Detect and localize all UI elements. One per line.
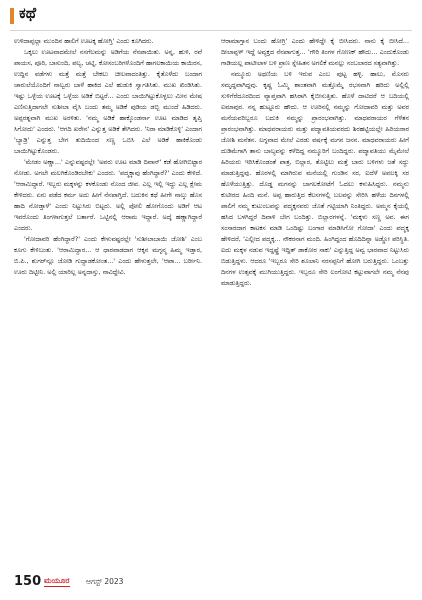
section-title: ಕಥೆ [19,4,37,22]
page-header [10,2,412,28]
issue-date: ಆಗಸ್ಟ್ 2023 [86,577,124,586]
paragraph: 'ಮೇಡಂ ಅಣ್ಣಾ...' ಎನ್ನುವಷ್ಟರಲ್ಲೇ 'ಅವರು ಊಟ ಮಾಡಿ ದಿವಾನ್' ಕಡೆ ಹೋಗಿಬಿಟ್ಟಾರ ನೋಡು. ಅಗಲೇ ಮಲಗಿಕೊಂಡಿರಬೇಕು' ಎಂದರು. 'ಪದ್ಮಕ್ಕಾವು ಹೆಂಗಿದ್ದಾರೆ?' ಎಂದು ಕೇಳಿದೆ. 'ಆರಾಮಿದ್ದಾರೆ. ಇಬ್ಬರು ಮಕ್ಕಳನ್ನು ಕಳಕೊಂಡು ನೊಂದ ಜೀವ. ಎಲ್ಲ ಇಲ್ಲಿ ಇದ್ದು ಎಲ್ಲ ಕ್ಷೇಮ ಕೇಳಿದರು. ಏನು ಪಡೆದ ಕರ್ಮ ಅದು ಹೀಗೆ ನೆನಪಾಗ್ತಿದೆ. ಬದುಕಿನ ಕಥೆ ಹೀಗೇ ನಾಲ್ಕು ಹೊಸ ಹಾದಿ ನೋಡ್ತಾಳೆ' ಎಂದು ನಿಟ್ಟುಸಿರು ಬಿಟ್ಟರು. ಅಲ್ಲಿ ಪೋಲಿ ಹೋಗೊಂದು ಅಡಿಗೆ ಆಟ ಇವರೊಂದು ತಿಂಗಳಾಗುತ್ತಲೆ ಬರ್ತಾರೆ. ಒಟ್ಟಿನಲ್ಲಿ ಆರಾಮ ಇದ್ದಾರೆ. ಅದ್ಕೆ ಹಣ್ಣಾಗಿದ್ದಾರೆ ಎಂದರು. [14,158,202,232]
paragraph: ಒಕ್ಕಲು ಊಟವಾದಮೇಲೆ ನಸಗೆಲಮನ್ನು ಅಡಿಗೆಯ ನೆನಪಾಯಿತು. ಅನ್ನ, ಹುಳಿ, ರವೆ ಪಾಯಸ, ಪೂರಿ, ಬಾಸುಂದಿ, ಪಲ್ಯ, ಚಟ್ನಿ, ಕೋಸಂಬರಿಗಳೊಂದಿಗೆ ಹಾಗಲಕಾಯಿಯ ಕಾಯಿರಸ, ಉದ್ದಿನ ವಡೆಗಳು ಮತ್ತೆ ಮತ್ತೆ ಬೇಕಲು ಚೀಲವಾದಂತಿತ್ತು. ಕೈತೊಳೆದು ಬಂದಾಗ ಚಾರುಲೆಯೊಂದಿಗೆ ನಾಲ್ವರು ಬಾಳೆ ಹಾಕಿದ ಎಲೆ ಹುಡುಕಿ ಸ್ವಾಗತಿಸಿತು. ಮುಖ ಖಿಂಡಿಸಿತು. ಇಷ್ಟು ಒಳ್ಳೆಯ ಊಟಕ್ಕೆ ಒಳ್ಳೆಯ ಅಡಿಕೆ ಬಿಟ್ಟರೆ... ಎಂದು ಬಾಯಿಗಿಟ್ಟುಕೊಳ್ಳಲು ಮೀನ ಮೇಷ ಎಣಿಸುತ್ತಿದಾಗಲೇ ಸುಶೀಲಾ ವೈಸಿ ಬಂದು ತಮ್ಮ ಅಡಿಕೆ ಪುಡಿಯ ಡಬ್ಬಿ ಮುಂದೆ ಹಿಡಿದರು. ಅಪ್ಪರತ್ನವಾಗಿ ಮುಖ ಅರಳಿತು. 'ನಮ್ಮ ಅಡಿಕೆ ಹಾಕ್ಕೊಂಡರ್ನಾ ಊಟ ಮಾಡಿದ ತೃಪ್ತಿ ಸಿಗೋದು' ಎಂದರು. 'ಆಗದಿ ಖರೇನ' ಎನ್ನುತ್ತ ಅಡಿಕೆ ತೇಗಿದರು. 'ನಿರಾ ಮಾಡಿಕೊಳ್ಳಿ' ಎಂದಾಗ 'ಬ್ಯಾಡ್ರಿ' ಎನ್ನುತ್ತ ಬೇಗ ತುದಿಯಿಂದ ಸಣ್ಣ ಒಬಿಸಿ ಎಲೆ ಅಡಿಕೆ ಹಾಕಿಕೊಂಡು ಬಾಯಿಗಿಟ್ಟುಕೊಂಡರು. [14,48,202,155]
header-divider [10,30,412,31]
paragraph: 'ಗೋದಾವರಿ ಹೆಂಗಿದ್ದಾರೆ?' ಎಂದು ಕೇಳುವಷ್ಟರಲ್ಲೇ 'ಸುಶೀಲಾಬಾಯಿ ಜೋಶಿ' ಎಂಬ ಕೂಗು ಕೇಳಿಬಂತು. 'ಆರಾಮಿದ್ದಾರ... ಆ ಧಾರವಾಡದಾಗ ಆಕ್ಕನ ಮಗ್ಳನ್ಮ ಹಿಮ್ಮ ಇಡ್ತಾರ, ಬಿ.ಪಿ., ಶುಗರ್‌ನ್ಲೂ ಜೋಡಿ ಗುದ್ದಾಡಕೋಂತ...' ಎಂದು ಹೇಳುತ್ತಲೇ, 'ಆಪಾ... ಬರ್ರೀನಿ. ಊರು ದಿಟ್ಟೀನಿ. ಅಲ್ಲಿ ಯಾರಿಲ್ಲ ಅನ್ನದಾಸ್ತು, ನಾವಿದ್ದೇವಿ. [14,235,202,276]
section-accent-bar [10,8,14,24]
left-text-column [14,36,202,576]
right-text-column [221,36,409,576]
paragraph: ನಮ್ಮೂರು ಅಥಣಿಯ ಬಳಿ ಇರುವ ಎಂಬ ಪುಟ್ಟ ಹಳ್ಳಿ. ಹಾಲು, ಮೊಸರು ಸಮೃದ್ಧವಾಗಿದ್ದವು. ಕೃಷ್ಣ ಓಮ್ಮಿ ಶಾಂತವಾಗಿ ಮತ್ತೊಮ್ಮೆ ರಭಸವಾಗಿ ಹರಿದು ಅಲ್ಲಿಲ್ಲಿ ಸುಳಿಗೆರೆದೂರದಿಂದ ವ್ಯಾಪ್ತವಾಗಿ ಹಸಿರಾಗಿ ಕೈಬೀಸುತ್ತಿತು. ಹೊಳೆ ದಾಟಿದರೆ ಆ ಬದಿಯಲ್ಲಿ ಐಮಾಪುರ. ನನ್ನ ಹುಟ್ಟೂರು ಹೌದು. ಆ ಊರಿನಲ್ಲಿ ನಮ್ಮನ್ನು ಗೋದಾವರಿ ಮತ್ತು ಅವರ ಮನೆಯವರಿಬ್ಬರೂ ಬದುಕಿ ನಮ್ಮನ್ನು ಪ್ರಾರಂಭವಾಗಿತ್ತು. ಮಾಧವರಾಯರ ಗೆಳೆತನ ಪ್ರಾರಂಭವಾಗಿತ್ತು. ಮಾಧವರಾಯರು ಮತ್ತು ಪದ್ಮಾವತಿಯವರದು ಶಿರಹಟ್ಟಿಯಲ್ಲೇ ಹಿರಿಯರಾರ ಜೋಶಿ ಮನೆತನ. ಲಗ್ನವಾದ ಮೇಲೆ ಎರಡು ವರ್ಷಕ್ಕೆ ಮಗನ ಜನನ. ಮಾಧವರಾಯರು ಹೀಗೆ ದುಡಿಮೆಗಾಗಿ ತಾನು ಬಾಲ್ಯವನ್ನು ಕಳೆದಿದ್ದ ನಮ್ಮೂರಿಗೆ ಬಂದಿದ್ದರು. ಪದ್ಮಾವತಿಯು ಮೈಮೇಲೆ ಹಿರಿಯರು ಇರಿಸಿಕೊಂಡಂತೆ ಪಾತ್ರ, ಬಿಲ್ಲಾರ, ತೊಟ್ಟಿಲು ಮತ್ತೆ ಬಾರು ಬಳಿಗಳು ಜತೆ ಸದ್ದು ಮಾಡುತ್ತಿದ್ದವು. ಹೊರಳಲ್ಲಿ ಮಾಗಿರುವ ಮನೆಯಲ್ಲಿ ಗುಂಡಿನ ಸರ, ಐದೆಳೆ ಅವಲಕ್ಕಿ ಸರ ಹೊಳೆಯುತ್ತಿತ್ತು. ದೊಡ್ಡ ಮಗನನ್ನು ಬಾಗಲಕೋಟೆಗೆ ಓದಲು ಕಳುಹಿಸಿದ್ದರು. ನಮ್ಮನು ಕುಟೀರದ ಹಿಂದಿ ಮನೆ. ಅಪ್ಪ ಹಾರುತ್ತಿದ ಕೆಲಸಗಳಲ್ಲಿ ಬಲವನ್ನು ಸೇರಿಸಿ ಹಳೆಯ ದಿನಗಳಲ್ಲಿ ಪಾಲಿಗೆ ನಮ್ಮ ಕುಟುಂಬವನ್ನು ಪದ್ಮಕ್ಕನವರು ಜೊತೆ ಗಟ್ಟಿಯಾಗಿ ನಿಂತಿದ್ದರು. ಅಮ್ಮನ ಕೈಯಲ್ಲಿ ಹಸಿದ ಬಳಗಿದ್ದರೆ ದಿವಾಳಿ ಬೇಗ ಬಂದಿತ್ತು. ಬಿಲ್ಲಾರಗಳನ್ನೆ. 'ಮಕ್ಕಳು ಸಣ್ಣ ಅವ. ಈಗ ಸಂಸಾರದಾಗ ಕಾಟಕಸ ಮಾಡಿ ಒಂದಿಷ್ಟು ಬಂಗಾರ ಮಾಡಿಸಿಗೋ ಗೋದಾ' ಎಂದು ಪದ್ಮಕ್ಕ ಹೇಳಿದರೆ, 'ಎಲ್ಲೀದ ಪದ್ಮಕ್ಕ... ನೌಕರನಾಗ ಮಂದಿ. ಹಿಂಗಿದ್ದಂದ ಹೊದಿದಿನ್ನಾ ಅಡ್ಡೋ ಪರಿಸ್ಥಿತಿ. ಐದು ಮಕ್ಕಳ ನಡುವ ಇದ್ದಷ್ಟ್ರೆ ಇದ್ದಿತ್ ಡಾಕೋರ ಸಾಕು' ಎನ್ನುತ್ತಿದ್ದ ಅವ್ವ ಭಾರವಾದ ನಿಟ್ಟುಸಿರು ಬಿಡುತ್ತಿದ್ದಳು. ಆದರೂ 'ಇಬ್ಬರೂ ಸೇರಿ ಶೂಲಾನಿ ನರಸಪ್ಪನಿಗೆ ಹೋಗಿ ಬರುತ್ತಿದ್ದರು. ಒಂಬತ್ತು ದಿನಗಳ ಉತ್ಸವಕ್ಕೆ ಮುಗಿಯುತ್ತಿದ್ದರು. ಇಬ್ಬರೂ ಸೇರಿ ಲಂಗೋಟಿ ಕಟ್ಟುವಾಗಲೇ ನಮ್ಮ ನೆನಪು ಮಾಡುತ್ತಿದ್ದರು. [221,70,409,287]
magazine-name: ಮಯೂರ [44,576,70,585]
paragraph: ಉಳಿದಾಪ್ಪಲ್ಲಾ ಮುಂದಿನ ಹಾಲಿಗೆ ಊಟಕ್ಕ ಹೋಗ್ತಿ' ಎಂದು ಕೂಗಿದರು. [14,37,154,45]
page-number: 150 [14,574,42,589]
paragraph: ಆರಾಮಾಗ್ತಾನ ಬಂದು ಹೋಗ್ರಿ' ಎಂದು ಹೇಳಿದ್ದೇ ಕೈ ಬೀಸಿದರು. ನಾನು ಕೈ ಬೀಸಿದೆ... ದೀಲಾಪ್ಪಳ್ ಇದ್ದೆ ಅವ್ಯಕ್ತದ ನೆನಪಾಗುತ್ತ... 'ಗೌರಿ ತಿಂಗಳ ಗೋಣಕ್ ಹೌದು... ಎಂದುಕೊಂಡು ಗಾಡಿಯಲ್ಲ ಪಾಟೀಲಾಳ ಬಳಿ ಪ್ರಾಣ ಸ್ನೇಹಿತನ ಅಗಲಿಕೆ ಮನಲ್ಲು ನಂಬಲಾರದ ಸತ್ಯವಾಗಿತ್ತು. [221,37,409,67]
page-footer [14,574,194,590]
